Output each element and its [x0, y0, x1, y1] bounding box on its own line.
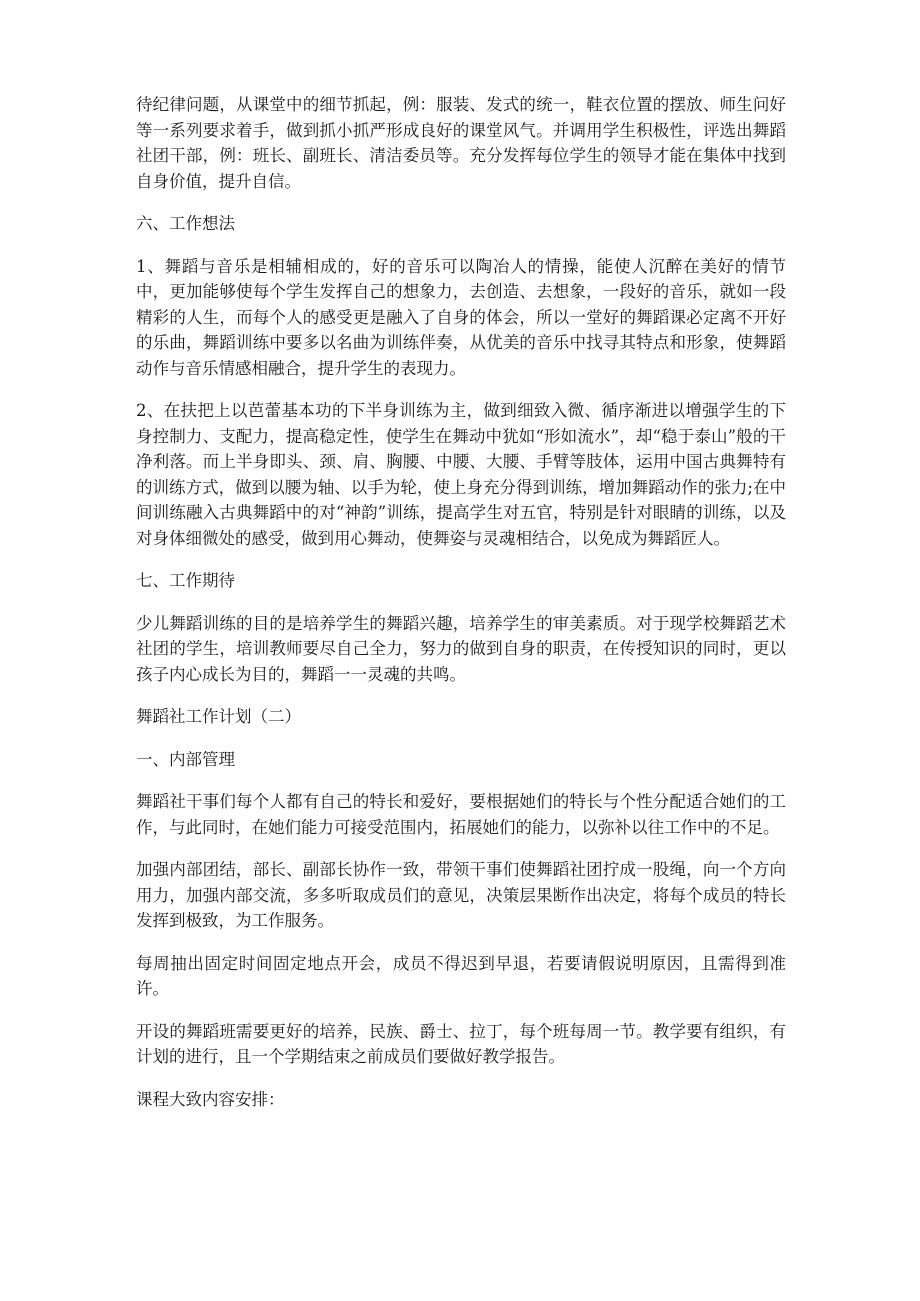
- paragraph-barre-training: 2、在扶把上以芭蕾基本功的下半身训练为主，做到细致入微、循序渐进以增强学生的下身控制力、支配力，提高稳定性，使学生在舞动中犹如“形如流水”，却“稳于泰山”般的干净利落。而上半身即头、颈、肩、胸腰、中腰、大腰、手臂等肢体，运用中国古典舞特有的训练方式，做到以腰为轴、以手为轮，使上身充分得到训练，增加舞蹈动作的张力;在中间训练融入古典舞蹈中的对“神韵”训练，提高学生对五官，特别是针对眼睛的训练，以及对身体细微处的感受，做到用心舞动，使舞姿与灵魂相结合，以免成为舞蹈匠人。: [136, 401, 786, 548]
- paragraph-weekly-meeting: 每周抽出固定时间固定地点开会，成员不得迟到早退，若要请假说明原因，且需得到准许。: [136, 953, 786, 998]
- paragraph-music: 1、舞蹈与音乐是相辅相成的，好的音乐可以陶冶人的情操，能使人沉醉在美好的情节中，更加能够使每个学生发挥自己的想象力，去创造、去想象，一段好的音乐，就如一段精彩的人生，而每个人的感受更是融入了自身的体会，所以一堂好的舞蹈课必定离不开好的乐曲，舞蹈训练中要多以名曲为训练伴奏，从优美的音乐中找寻其特点和形象，使舞蹈动作与音乐情感相融合，提升学生的表现力。: [136, 256, 786, 378]
- heading-work-ideas: 六、工作想法: [136, 214, 235, 233]
- heading-work-expectations: 七、工作期待: [136, 571, 235, 590]
- paragraph-dance-classes: 开设的舞蹈班需要更好的培养，民族、爵士、拉丁，每个班每周一节。教学要有组织，有计划的进行，且一个学期结束之前成员们要做好教学报告。: [136, 1021, 786, 1066]
- document-page: [136, 92, 786, 1129]
- heading-internal-management: 一、内部管理: [136, 749, 235, 769]
- paragraph-unity: 加强内部团结，部长、副部长协作一致，带领干事们使舞蹈社团拧成一股绳，向一个方向用力，加强内部交流，多多听取成员们的意见，决策层果断作出决定，将每个成员的特长发挥到极致，为工作服务。: [136, 860, 786, 930]
- paragraph-course-outline: 课程大致内容安排：: [136, 1089, 285, 1109]
- paragraph-training-goal: 少儿舞蹈训练的目的是培养学生的舞蹈兴趣，培养学生的审美素质。对于现学校舞蹈艺术社团的学生，培训教师要尽自己全力，努力的做到自身的职责，在传授知识的同时，更以孩子内心成长为目的，舞蹈一一灵魂的共鸣。: [136, 613, 786, 684]
- paragraph-discipline: 待纪律问题，从课堂中的细节抓起，例：服装、发式的统一，鞋衣位置的摆放、师生问好等一系列要求着手，做到抓小抓严形成良好的课堂风气。并调用学生积极性，评选出舞蹈社团干部，例：班长、副班长、清洁委员等。充分发挥每位学生的领导才能在集体中找到自身价值，提升自信。: [136, 95, 786, 191]
- heading-plan-two: 舞蹈社工作计划（二）: [136, 707, 301, 726]
- paragraph-staff-strengths: 舞蹈社干事们每个人都有自己的特长和爱好，要根据她们的特长与个性分配适合她们的工作，与此同时，在她们能力可接受范围内，拓展她们的能力，以弥补以往工作中的不足。: [136, 792, 786, 837]
